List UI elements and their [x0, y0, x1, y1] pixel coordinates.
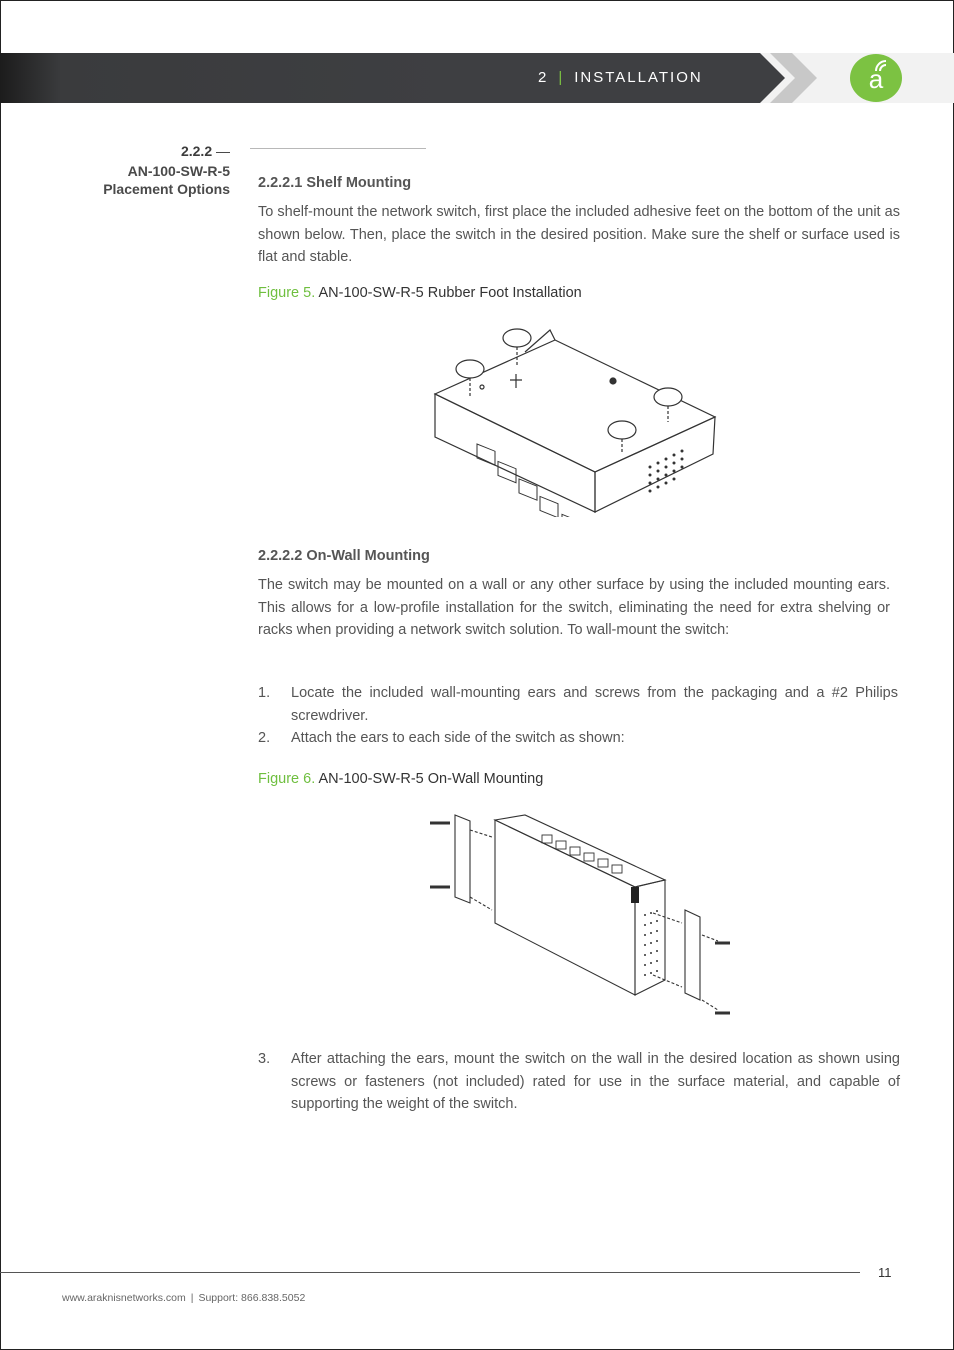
chapter-number: 2 — [538, 69, 549, 86]
section-title-line2: Placement Options — [103, 181, 230, 197]
header-chevron-decoration — [740, 53, 830, 103]
footer-contact — [62, 1292, 305, 1304]
footer-support: Support: 866.838.5052 — [198, 1292, 306, 1304]
chapter-title: INSTALLATION — [574, 69, 703, 86]
header-bar — [0, 53, 954, 103]
figure-6-caption — [258, 771, 543, 787]
step-3 — [258, 1048, 900, 1116]
step-3-text: After attaching the ears, mount the switch on the wall in the desired location as shown using screws or fasteners (not included) rated for use in the surface material, and capable of supporting the weight of the switch. — [291, 1051, 900, 1112]
figure-5-caption — [258, 285, 900, 301]
wall-mounting-diagram — [420, 805, 745, 1025]
wall-mounting-body: The switch may be mounted on a wall or any other surface by using the included mounting ears. This allows for a low-profile installation for the switch, eliminating the need for extra shelving or racks when providing a network switch solution. To wall-mount the switch: — [258, 577, 890, 638]
page-number: 11 — [878, 1265, 892, 1280]
step-2-number: 2. — [258, 730, 271, 746]
step-3-number: 3. — [258, 1051, 271, 1067]
footer-separator: | — [190, 1292, 194, 1304]
wall-mounting-section — [258, 548, 890, 642]
section-rule — [250, 148, 426, 149]
section-title-line1: AN-100-SW-R-5 — [127, 163, 230, 179]
figure-6-label: Figure 6. — [258, 771, 316, 787]
wall-mounting-steps-b — [258, 1048, 900, 1116]
step-1-number: 1. — [258, 685, 271, 701]
step-2 — [258, 727, 898, 750]
footer-rule — [0, 1272, 860, 1273]
chapter-heading — [538, 69, 703, 86]
wall-mounting-steps-a — [258, 682, 898, 750]
shelf-mounting-body: To shelf-mount the network switch, first place the included adhesive feet on the bottom of the unit as shown below. Then, place the switch in the desired position. Make sure the shelf or surface used is flat and stable. — [258, 204, 900, 265]
figure-5-label: Figure 5. — [258, 284, 316, 301]
wall-mounting-heading: 2.2.2.2 On-Wall Mounting — [258, 548, 430, 564]
step-1-text: Locate the included wall-mounting ears and screws from the packaging and a #2 Philips screwdriver. — [291, 685, 898, 724]
logo-letter: a — [868, 64, 884, 94]
rubber-foot-installation-diagram — [430, 322, 720, 517]
chapter-separator: | — [558, 69, 565, 86]
section-title — [103, 162, 230, 198]
step-2-text: Attach the ears to each side of the switch as shown: — [291, 730, 625, 746]
figure-6-title: AN-100-SW-R-5 On-Wall Mounting — [318, 771, 544, 787]
shelf-mounting-section — [258, 175, 900, 301]
section-number: 2.2.2 — — [180, 143, 230, 159]
step-1 — [258, 682, 898, 727]
footer-website-link[interactable]: www.araknisnetworks.com — [62, 1292, 186, 1304]
araknis-logo — [850, 54, 902, 102]
shelf-mounting-heading: 2.2.2.1 Shelf Mounting — [258, 175, 412, 191]
figure-5-title: AN-100-SW-R-5 Rubber Foot Installation — [318, 284, 582, 301]
